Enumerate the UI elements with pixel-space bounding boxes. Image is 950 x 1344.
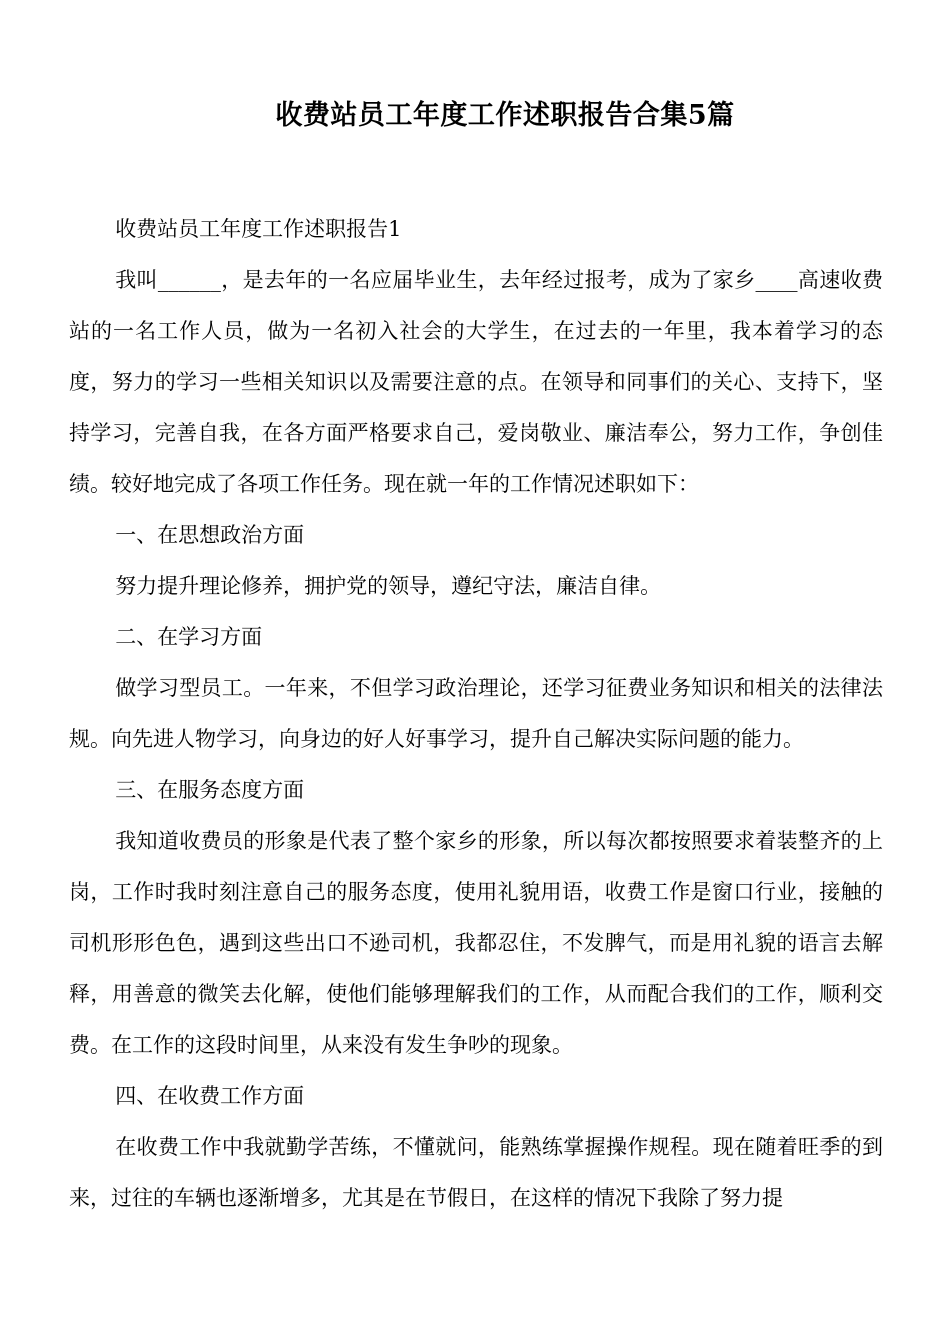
section-heading-toll-work: 四、在收费工作方面 xyxy=(115,1084,305,1108)
document-title: 收费站员工年度工作述职报告合集5篇 xyxy=(275,100,735,131)
paragraph-study: 做学习型员工。一年来，不但学习政治理论，还学习征费业务知识和相关的法律法规。向先进人物学习，向身边的好人好事学习，提升自己解决实际问题的能力。 xyxy=(69,676,883,751)
report-subtitle: 收费站员工年度工作述职报告1 xyxy=(115,217,402,241)
section-heading-political: 一、在思想政治方面 xyxy=(115,523,305,547)
section-heading-study: 二、在学习方面 xyxy=(115,625,263,649)
paragraph-toll-work: 在收费工作中我就勤学苦练，不懂就问，能熟练掌握操作规程。现在随着旺季的到来，过往的车辆也逐渐增多，尤其是在节假日，在这样的情况下我除了努力提 xyxy=(69,1135,883,1210)
section-heading-service: 三、在服务态度方面 xyxy=(115,778,305,802)
paragraph-service: 我知道收费员的形象是代表了整个家乡的形象，所以每次都按照要求着装整齐的上岗，工作时我时刻注意自己的服务态度，使用礼貌用语，收费工作是窗口行业，接触的司机形形色色，遇到这些出口不逊司机，我都忍住，不发脾气，而是用礼貌的语言去解释，用善意的微笑去化解，使他们能够理解我们的工作，从而配合我们的工作，顺利交费。在工作的这段时间里，从来没有发生争吵的现象。 xyxy=(69,829,883,1057)
document-body xyxy=(69,204,883,1224)
paragraph-intro: 我叫______，是去年的一名应届毕业生，去年经过报考，成为了家乡____高速收费站的一名工作人员，做为一名初入社会的大学生，在过去的一年里，我本着学习的态度，努力的学习一些相关知识以及需要注意的点。在领导和同事们的关心、支持下，坚持学习，完善自我，在各方面严格要求自己，爱岗敬业、廉洁奉公，努力工作，争创佳绩。较好地完成了各项工作任务。现在就一年的工作情况述职如下： xyxy=(69,268,883,496)
paragraph-political: 努力提升理论修养，拥护党的领导，遵纪守法，廉洁自律。 xyxy=(115,574,662,598)
